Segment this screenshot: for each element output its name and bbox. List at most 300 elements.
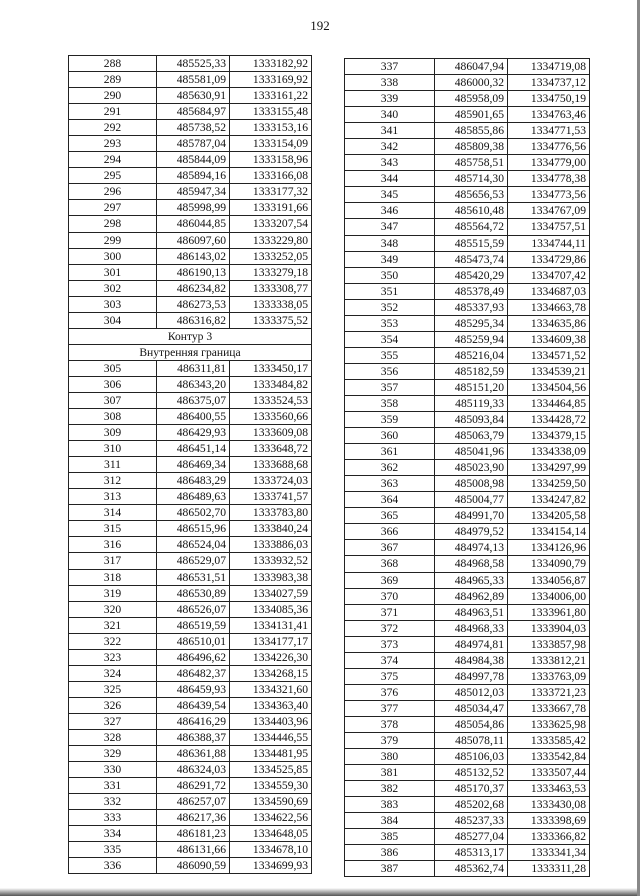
point-number-cell: 373 — [345, 636, 435, 652]
x-coordinate-cell: 485034,47 — [435, 700, 508, 716]
point-number-cell: 313 — [69, 489, 157, 505]
x-coordinate-cell: 486131,66 — [157, 842, 230, 858]
point-number-cell: 370 — [345, 588, 435, 604]
x-coordinate-cell: 485787,04 — [157, 136, 230, 152]
y-coordinate-cell: 1334154,14 — [508, 524, 590, 540]
table-row — [69, 409, 312, 425]
x-coordinate-cell: 485525,33 — [157, 56, 230, 72]
table-row — [345, 732, 590, 748]
y-coordinate-cell: 1334778,38 — [508, 171, 590, 187]
y-coordinate-cell: 1334737,12 — [508, 75, 590, 91]
y-coordinate-cell: 1334403,96 — [230, 713, 312, 729]
y-coordinate-cell: 1333158,96 — [230, 152, 312, 168]
x-coordinate-cell: 486217,36 — [157, 810, 230, 826]
x-coordinate-cell: 486143,02 — [157, 248, 230, 264]
y-coordinate-cell: 1333524,53 — [230, 392, 312, 408]
point-number-cell: 302 — [69, 280, 157, 296]
table-row — [69, 665, 312, 681]
table-row — [345, 781, 590, 797]
table-row — [69, 120, 312, 136]
x-coordinate-cell: 486524,04 — [157, 537, 230, 553]
section-title-contour: Контур 3 — [69, 328, 312, 344]
table-row — [69, 553, 312, 569]
y-coordinate-cell: 1334056,87 — [508, 572, 590, 588]
x-coordinate-cell: 484965,33 — [435, 572, 508, 588]
y-coordinate-cell: 1334379,15 — [508, 428, 590, 444]
table-row — [69, 104, 312, 120]
y-coordinate-cell: 1333542,84 — [508, 749, 590, 765]
x-coordinate-cell: 486482,37 — [157, 665, 230, 681]
point-number-cell: 318 — [69, 569, 157, 585]
point-number-cell: 353 — [345, 315, 435, 331]
y-coordinate-cell: 1333560,66 — [230, 409, 312, 425]
y-coordinate-cell: 1333783,80 — [230, 505, 312, 521]
x-coordinate-cell: 485041,96 — [435, 444, 508, 460]
y-coordinate-cell: 1333450,17 — [230, 360, 312, 376]
y-coordinate-cell: 1333463,53 — [508, 781, 590, 797]
table-row — [69, 505, 312, 521]
point-number-cell: 326 — [69, 697, 157, 713]
point-number-cell: 314 — [69, 505, 157, 521]
y-coordinate-cell: 1334247,82 — [508, 492, 590, 508]
table-row — [69, 296, 312, 312]
y-coordinate-cell: 1333338,05 — [230, 296, 312, 312]
table-row — [69, 168, 312, 184]
table-row — [345, 684, 590, 700]
y-coordinate-cell: 1333904,03 — [508, 620, 590, 636]
point-number-cell: 308 — [69, 409, 157, 425]
x-coordinate-cell: 485008,98 — [435, 476, 508, 492]
y-coordinate-cell: 1333398,69 — [508, 813, 590, 829]
y-coordinate-cell: 1333177,32 — [230, 184, 312, 200]
point-number-cell: 340 — [345, 107, 435, 123]
x-coordinate-cell: 485564,72 — [435, 219, 508, 235]
y-coordinate-cell: 1334779,00 — [508, 155, 590, 171]
y-coordinate-cell: 1334687,03 — [508, 283, 590, 299]
y-coordinate-cell: 1334338,09 — [508, 444, 590, 460]
table-row — [345, 75, 590, 91]
x-coordinate-cell: 485151,20 — [435, 379, 508, 395]
point-number-cell: 332 — [69, 794, 157, 810]
y-coordinate-cell: 1333609,08 — [230, 425, 312, 441]
y-coordinate-cell: 1334663,78 — [508, 299, 590, 315]
table-row — [69, 810, 312, 826]
table-row — [69, 778, 312, 794]
section-subheader-row — [69, 344, 312, 360]
y-coordinate-cell: 1333154,09 — [230, 136, 312, 152]
point-number-cell: 333 — [69, 810, 157, 826]
table-row — [69, 826, 312, 842]
y-coordinate-cell: 1333625,98 — [508, 716, 590, 732]
point-number-cell: 319 — [69, 585, 157, 601]
table-row — [69, 569, 312, 585]
x-coordinate-cell: 485714,30 — [435, 171, 508, 187]
scan-bottom-edge — [0, 888, 640, 896]
y-coordinate-cell: 1333252,05 — [230, 248, 312, 264]
point-number-cell: 351 — [345, 283, 435, 299]
y-coordinate-cell: 1333983,38 — [230, 569, 312, 585]
table-row — [69, 746, 312, 762]
x-coordinate-cell: 485630,91 — [157, 88, 230, 104]
table-row — [345, 299, 590, 315]
y-coordinate-cell: 1333430,08 — [508, 797, 590, 813]
y-coordinate-cell: 1334177,17 — [230, 633, 312, 649]
y-coordinate-cell: 1333279,18 — [230, 264, 312, 280]
y-coordinate-cell: 1334446,55 — [230, 729, 312, 745]
y-coordinate-cell: 1334757,51 — [508, 219, 590, 235]
table-row — [345, 444, 590, 460]
x-coordinate-cell: 486469,34 — [157, 457, 230, 473]
y-coordinate-cell: 1334767,09 — [508, 203, 590, 219]
x-coordinate-cell: 486439,54 — [157, 697, 230, 713]
table-row — [69, 713, 312, 729]
table-row — [345, 668, 590, 684]
table-row — [69, 473, 312, 489]
point-number-cell: 324 — [69, 665, 157, 681]
x-coordinate-cell: 485378,49 — [435, 283, 508, 299]
table-row — [69, 441, 312, 457]
table-row — [345, 107, 590, 123]
x-coordinate-cell: 486316,82 — [157, 312, 230, 328]
y-coordinate-cell: 1333741,57 — [230, 489, 312, 505]
point-number-cell: 288 — [69, 56, 157, 72]
x-coordinate-cell: 484974,13 — [435, 540, 508, 556]
y-coordinate-cell: 1333840,24 — [230, 521, 312, 537]
table-row — [345, 508, 590, 524]
x-coordinate-cell: 484968,58 — [435, 556, 508, 572]
point-number-cell: 310 — [69, 441, 157, 457]
y-coordinate-cell: 1333191,66 — [230, 200, 312, 216]
y-coordinate-cell: 1334027,59 — [230, 585, 312, 601]
point-number-cell: 316 — [69, 537, 157, 553]
point-number-cell: 358 — [345, 395, 435, 411]
y-coordinate-cell: 1334773,56 — [508, 187, 590, 203]
table-row — [345, 379, 590, 395]
table-row — [69, 136, 312, 152]
y-coordinate-cell: 1334131,41 — [230, 617, 312, 633]
table-row — [69, 489, 312, 505]
x-coordinate-cell: 486190,13 — [157, 264, 230, 280]
point-number-cell: 330 — [69, 762, 157, 778]
point-number-cell: 321 — [69, 617, 157, 633]
point-number-cell: 349 — [345, 251, 435, 267]
point-number-cell: 300 — [69, 248, 157, 264]
y-coordinate-cell: 1334559,30 — [230, 778, 312, 794]
y-coordinate-cell: 1334006,00 — [508, 588, 590, 604]
x-coordinate-cell: 485202,68 — [435, 797, 508, 813]
y-coordinate-cell: 1333688,68 — [230, 457, 312, 473]
x-coordinate-cell: 485093,84 — [435, 412, 508, 428]
table-row — [345, 716, 590, 732]
point-number-cell: 294 — [69, 152, 157, 168]
point-number-cell: 305 — [69, 360, 157, 376]
y-coordinate-cell: 1334635,86 — [508, 315, 590, 331]
y-coordinate-cell: 1334776,56 — [508, 139, 590, 155]
y-coordinate-cell: 1334771,53 — [508, 123, 590, 139]
point-number-cell: 371 — [345, 604, 435, 620]
x-coordinate-cell: 485295,34 — [435, 315, 508, 331]
table-row — [69, 312, 312, 328]
point-number-cell: 303 — [69, 296, 157, 312]
y-coordinate-cell: 1334504,56 — [508, 379, 590, 395]
table-row — [345, 700, 590, 716]
y-coordinate-cell: 1334464,85 — [508, 395, 590, 411]
x-coordinate-cell: 485610,48 — [435, 203, 508, 219]
point-number-cell: 377 — [345, 700, 435, 716]
y-coordinate-cell: 1334622,56 — [230, 810, 312, 826]
x-coordinate-cell: 485362,74 — [435, 861, 508, 877]
y-coordinate-cell: 1334090,79 — [508, 556, 590, 572]
y-coordinate-cell: 1333182,92 — [230, 56, 312, 72]
point-number-cell: 387 — [345, 861, 435, 877]
point-number-cell: 331 — [69, 778, 157, 794]
y-coordinate-cell: 1334085,36 — [230, 601, 312, 617]
x-coordinate-cell: 486529,07 — [157, 553, 230, 569]
point-number-cell: 379 — [345, 732, 435, 748]
x-coordinate-cell: 486451,14 — [157, 441, 230, 457]
y-coordinate-cell: 1334539,21 — [508, 363, 590, 379]
table-row — [69, 72, 312, 88]
point-number-cell: 360 — [345, 428, 435, 444]
y-coordinate-cell: 1334678,10 — [230, 842, 312, 858]
point-number-cell: 329 — [69, 746, 157, 762]
table-row — [69, 729, 312, 745]
y-coordinate-cell: 1334707,42 — [508, 267, 590, 283]
point-number-cell: 304 — [69, 312, 157, 328]
table-row — [69, 184, 312, 200]
section-header — [69, 328, 312, 360]
point-number-cell: 385 — [345, 829, 435, 845]
table-row — [69, 521, 312, 537]
x-coordinate-cell: 486388,37 — [157, 729, 230, 745]
y-coordinate-cell: 1333667,78 — [508, 700, 590, 716]
point-number-cell: 364 — [345, 492, 435, 508]
x-coordinate-cell: 486510,01 — [157, 633, 230, 649]
x-coordinate-cell: 486515,96 — [157, 521, 230, 537]
x-coordinate-cell: 485809,38 — [435, 139, 508, 155]
x-coordinate-cell: 485473,74 — [435, 251, 508, 267]
x-coordinate-cell: 486044,85 — [157, 216, 230, 232]
y-coordinate-cell: 1334763,46 — [508, 107, 590, 123]
x-coordinate-cell: 486311,81 — [157, 360, 230, 376]
point-number-cell: 311 — [69, 457, 157, 473]
x-coordinate-cell: 486273,53 — [157, 296, 230, 312]
point-number-cell: 383 — [345, 797, 435, 813]
point-number-cell: 384 — [345, 813, 435, 829]
y-coordinate-cell: 1333507,44 — [508, 765, 590, 781]
table-row — [345, 636, 590, 652]
x-coordinate-cell: 485277,04 — [435, 829, 508, 845]
point-number-cell: 363 — [345, 476, 435, 492]
y-coordinate-cell: 1334297,99 — [508, 460, 590, 476]
y-coordinate-cell: 1333961,80 — [508, 604, 590, 620]
left-table-body-b — [69, 360, 312, 874]
point-number-cell: 347 — [345, 219, 435, 235]
point-number-cell: 350 — [345, 267, 435, 283]
x-coordinate-cell: 486257,07 — [157, 794, 230, 810]
point-number-cell: 306 — [69, 376, 157, 392]
point-number-cell: 362 — [345, 460, 435, 476]
point-number-cell: 296 — [69, 184, 157, 200]
y-coordinate-cell: 1334481,95 — [230, 746, 312, 762]
point-number-cell: 339 — [345, 91, 435, 107]
x-coordinate-cell: 485182,59 — [435, 363, 508, 379]
table-row — [345, 283, 590, 299]
table-row — [345, 861, 590, 877]
right-table-body — [345, 59, 590, 877]
y-coordinate-cell: 1333161,22 — [230, 88, 312, 104]
x-coordinate-cell: 484963,51 — [435, 604, 508, 620]
x-coordinate-cell: 486459,93 — [157, 681, 230, 697]
point-number-cell: 344 — [345, 171, 435, 187]
point-number-cell: 295 — [69, 168, 157, 184]
point-number-cell: 372 — [345, 620, 435, 636]
point-number-cell: 328 — [69, 729, 157, 745]
table-row — [345, 59, 590, 75]
point-number-cell: 323 — [69, 649, 157, 665]
x-coordinate-cell: 484997,78 — [435, 668, 508, 684]
table-row — [345, 749, 590, 765]
x-coordinate-cell: 485515,59 — [435, 235, 508, 251]
y-coordinate-cell: 1333166,08 — [230, 168, 312, 184]
x-coordinate-cell: 485894,16 — [157, 168, 230, 184]
x-coordinate-cell: 485237,33 — [435, 813, 508, 829]
point-number-cell: 365 — [345, 508, 435, 524]
x-coordinate-cell: 484979,52 — [435, 524, 508, 540]
x-coordinate-cell: 485004,77 — [435, 492, 508, 508]
table-row — [345, 524, 590, 540]
table-row — [69, 152, 312, 168]
table-row — [69, 200, 312, 216]
point-number-cell: 345 — [345, 187, 435, 203]
x-coordinate-cell: 485313,17 — [435, 845, 508, 861]
y-coordinate-cell: 1333721,23 — [508, 684, 590, 700]
y-coordinate-cell: 1334363,40 — [230, 697, 312, 713]
point-number-cell: 376 — [345, 684, 435, 700]
x-coordinate-cell: 485170,37 — [435, 781, 508, 797]
x-coordinate-cell: 486489,63 — [157, 489, 230, 505]
table-row — [69, 633, 312, 649]
point-number-cell: 322 — [69, 633, 157, 649]
point-number-cell: 367 — [345, 540, 435, 556]
point-number-cell: 290 — [69, 88, 157, 104]
table-row — [345, 235, 590, 251]
page-number: 192 — [310, 18, 330, 33]
coordinates-table-right — [344, 58, 590, 877]
table-row — [69, 617, 312, 633]
point-number-cell: 338 — [345, 75, 435, 91]
x-coordinate-cell: 486324,03 — [157, 762, 230, 778]
x-coordinate-cell: 485063,79 — [435, 428, 508, 444]
table-row — [345, 219, 590, 235]
x-coordinate-cell: 485337,93 — [435, 299, 508, 315]
point-number-cell: 307 — [69, 392, 157, 408]
y-coordinate-cell: 1333857,98 — [508, 636, 590, 652]
table-row — [345, 347, 590, 363]
y-coordinate-cell: 1333812,21 — [508, 652, 590, 668]
table-row — [345, 813, 590, 829]
table-row — [345, 155, 590, 171]
point-number-cell: 317 — [69, 553, 157, 569]
table-row — [345, 363, 590, 379]
table-row — [69, 280, 312, 296]
coordinates-table-left — [68, 55, 312, 874]
y-coordinate-cell: 1333153,16 — [230, 120, 312, 136]
table-row — [69, 425, 312, 441]
table-row — [345, 652, 590, 668]
y-coordinate-cell: 1333648,72 — [230, 441, 312, 457]
x-coordinate-cell: 485078,11 — [435, 732, 508, 748]
table-row — [345, 91, 590, 107]
table-row — [69, 601, 312, 617]
table-row — [345, 412, 590, 428]
point-number-cell: 327 — [69, 713, 157, 729]
y-coordinate-cell: 1333585,42 — [508, 732, 590, 748]
point-number-cell: 359 — [345, 412, 435, 428]
table-row — [345, 187, 590, 203]
x-coordinate-cell: 486502,70 — [157, 505, 230, 521]
table-row — [345, 556, 590, 572]
y-coordinate-cell: 1333886,03 — [230, 537, 312, 553]
y-coordinate-cell: 1334744,11 — [508, 235, 590, 251]
point-number-cell: 325 — [69, 681, 157, 697]
point-number-cell: 312 — [69, 473, 157, 489]
point-number-cell: 361 — [345, 444, 435, 460]
table-row — [69, 56, 312, 72]
x-coordinate-cell: 485106,03 — [435, 749, 508, 765]
x-coordinate-cell: 485947,34 — [157, 184, 230, 200]
y-coordinate-cell: 1333155,48 — [230, 104, 312, 120]
y-coordinate-cell: 1333341,34 — [508, 845, 590, 861]
table-row — [345, 476, 590, 492]
point-number-cell: 342 — [345, 139, 435, 155]
x-coordinate-cell: 484974,81 — [435, 636, 508, 652]
point-number-cell: 366 — [345, 524, 435, 540]
x-coordinate-cell: 486483,29 — [157, 473, 230, 489]
point-number-cell: 380 — [345, 749, 435, 765]
table-row — [345, 123, 590, 139]
y-coordinate-cell: 1333229,80 — [230, 232, 312, 248]
table-row — [69, 392, 312, 408]
point-number-cell: 382 — [345, 781, 435, 797]
x-coordinate-cell: 486429,93 — [157, 425, 230, 441]
point-number-cell: 343 — [345, 155, 435, 171]
x-coordinate-cell: 484962,89 — [435, 588, 508, 604]
point-number-cell: 356 — [345, 363, 435, 379]
x-coordinate-cell: 486000,32 — [435, 75, 508, 91]
x-coordinate-cell: 486047,94 — [435, 59, 508, 75]
table-row — [69, 537, 312, 553]
table-row — [345, 203, 590, 219]
y-coordinate-cell: 1334571,52 — [508, 347, 590, 363]
y-coordinate-cell: 1334321,60 — [230, 681, 312, 697]
table-row — [69, 842, 312, 858]
y-coordinate-cell: 1334729,86 — [508, 251, 590, 267]
point-number-cell: 292 — [69, 120, 157, 136]
x-coordinate-cell: 486097,60 — [157, 232, 230, 248]
x-coordinate-cell: 486291,72 — [157, 778, 230, 794]
x-coordinate-cell: 484968,33 — [435, 620, 508, 636]
table-row — [345, 139, 590, 155]
point-number-cell: 336 — [69, 858, 157, 874]
y-coordinate-cell: 1333169,92 — [230, 72, 312, 88]
table-row — [69, 681, 312, 697]
x-coordinate-cell: 485119,33 — [435, 395, 508, 411]
point-number-cell: 335 — [69, 842, 157, 858]
point-number-cell: 378 — [345, 716, 435, 732]
table-row — [345, 267, 590, 283]
table-row — [345, 395, 590, 411]
